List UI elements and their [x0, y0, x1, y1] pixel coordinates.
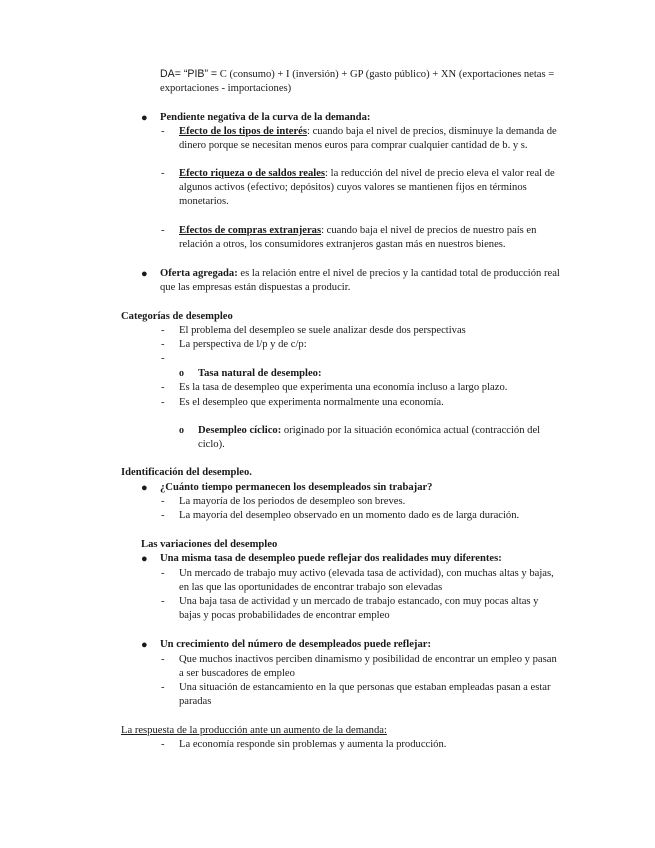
list-item: Una baja tasa de actividad y un mercado de trabajo estancado, con muy pocas altas y [179, 596, 539, 607]
pendiente-heading: Pendiente negativa de la curva de la demanda: [160, 112, 371, 123]
oferta-line-1: Oferta agregada: es la relación entre el nivel de precios y la cantidad total de producción real [160, 268, 560, 279]
dash-marker: - [161, 225, 165, 236]
efectos-compras-line-1: Efectos de compras extranjeras: cuando baja el nivel de precios de nuestro país en [179, 225, 537, 236]
circle-bullet-icon: o [179, 368, 184, 379]
formula-line-1 [160, 67, 554, 82]
dash-marker: - [161, 739, 165, 750]
dash-marker: - [161, 510, 165, 521]
dash-marker: - [161, 654, 165, 665]
efecto-riqueza-line-2: algunos activos (efectivo; depósitos) cuyos valores se mantienen fijos en términos [179, 182, 527, 193]
list-item-cont: paradas [179, 696, 212, 707]
list-item: Una situación de estancamiento en la que personas que estaban empleadas pasan a estar [179, 682, 551, 693]
efecto-interes-term: Efecto de los tipos de interés [179, 126, 307, 137]
dash-marker: - [161, 596, 165, 607]
dash-marker: - [161, 126, 165, 137]
dash-marker: - [161, 168, 165, 179]
efecto-riqueza-term: Efecto riqueza o de saldos reales [179, 168, 326, 179]
identificacion-heading: Identificación del desempleo. [121, 467, 252, 478]
bullet-icon: ● [141, 112, 148, 124]
efecto-interes-line-2: dinero porque se necesitan menos euros para comprar cualquier cantidad de b. y s. [179, 140, 528, 151]
circle-bullet-icon: o [179, 425, 184, 436]
list-item-cont: en las que las oportunidades de encontrar trabajo son elevadas [179, 582, 443, 593]
list-item-cont: a ser buscadores de empleo [179, 668, 295, 679]
formula-text: C (consumo) + I (inversión) + GP (gasto público) + XN (exportaciones netas = [217, 69, 555, 80]
bullet-icon: ● [141, 639, 148, 651]
list-item: La mayoría de los periodos de desempleo son breves. [179, 496, 406, 507]
list-item: Un mercado de trabajo muy activo (elevada tasa de actividad), con muchas altas y bajas, [179, 568, 554, 579]
categorias-heading: Categorías de desempleo [121, 311, 233, 322]
dash-marker: - [161, 339, 165, 350]
variaciones-bullet-2: Un crecimiento del número de desempleados puede reflejar: [160, 639, 431, 650]
formula-label: DA= “PIB” = [160, 68, 218, 80]
efecto-riqueza-line-1: Efecto riqueza o de saldos reales: la reducción del nivel de precio eleva el valor real de [179, 168, 555, 179]
dash-marker: - [161, 568, 165, 579]
efecto-riqueza-line-3: monetarios. [179, 196, 229, 207]
list-item: La economía responde sin problemas y aumenta la producción. [179, 739, 447, 750]
list-item: Que muchos inactivos perciben dinamismo y posibilidad de encontrar un empleo y pasan [179, 654, 557, 665]
efecto-interes-line-1: Efecto de los tipos de interés: cuando baja el nivel de precios, disminuye la demanda de [179, 126, 557, 137]
variaciones-bullet-1: Una misma tasa de desempleo puede reflejar dos realidades muy diferentes: [160, 553, 502, 564]
list-item: Es el desempleo que experimenta normalmente una economía. [179, 397, 444, 408]
desempleo-ciclico-line-1: Desempleo cíclico: originado por la situación económica actual (contracción del [198, 425, 541, 436]
bullet-icon: ● [141, 268, 148, 280]
bullet-icon: ● [141, 553, 148, 565]
list-item: Es la tasa de desempleo que experimenta una economía incluso a largo plazo. [179, 382, 508, 393]
desempleo-ciclico-term: Desempleo cíclico: [198, 425, 282, 436]
dash-marker: - [161, 496, 165, 507]
oferta-term: Oferta agregada: [160, 268, 238, 279]
list-item-cont: bajas y pocas probabilidades de encontrar empleo [179, 610, 390, 621]
identificacion-question: ¿Cuánto tiempo permanecen los desempleados sin trabajar? [160, 482, 433, 493]
dash-marker: - [161, 382, 165, 393]
formula-line-2: exportaciones - importaciones) [160, 83, 292, 94]
variaciones-heading: Las variaciones del desempleo [141, 539, 278, 550]
dash-marker: - [161, 397, 165, 408]
desempleo-ciclico-line-2: ciclo). [198, 439, 225, 450]
list-item: La mayoría del desempleo observado en un momento dado es de larga duración. [179, 510, 520, 521]
dash-marker: - [161, 682, 165, 693]
bullet-icon: ● [141, 482, 148, 494]
respuesta-heading: La respuesta de la producción ante un aumento de la demanda: [121, 725, 387, 736]
efectos-compras-term: Efectos de compras extranjeras [179, 225, 322, 236]
tasa-natural-title: Tasa natural de desempleo: [198, 368, 322, 379]
list-item: El problema del desempleo se suele analizar desde dos perspectivas [179, 325, 466, 336]
dash-marker: - [161, 325, 165, 336]
list-item: La perspectiva de l/p y de c/p: [179, 339, 307, 350]
efectos-compras-line-2: relación a otros, los consumidores extranjeros gastan más en nuestros bienes. [179, 239, 506, 250]
dash-marker: - [161, 353, 165, 364]
oferta-line-2: que las empresas están dispuestas a producir. [160, 282, 351, 293]
